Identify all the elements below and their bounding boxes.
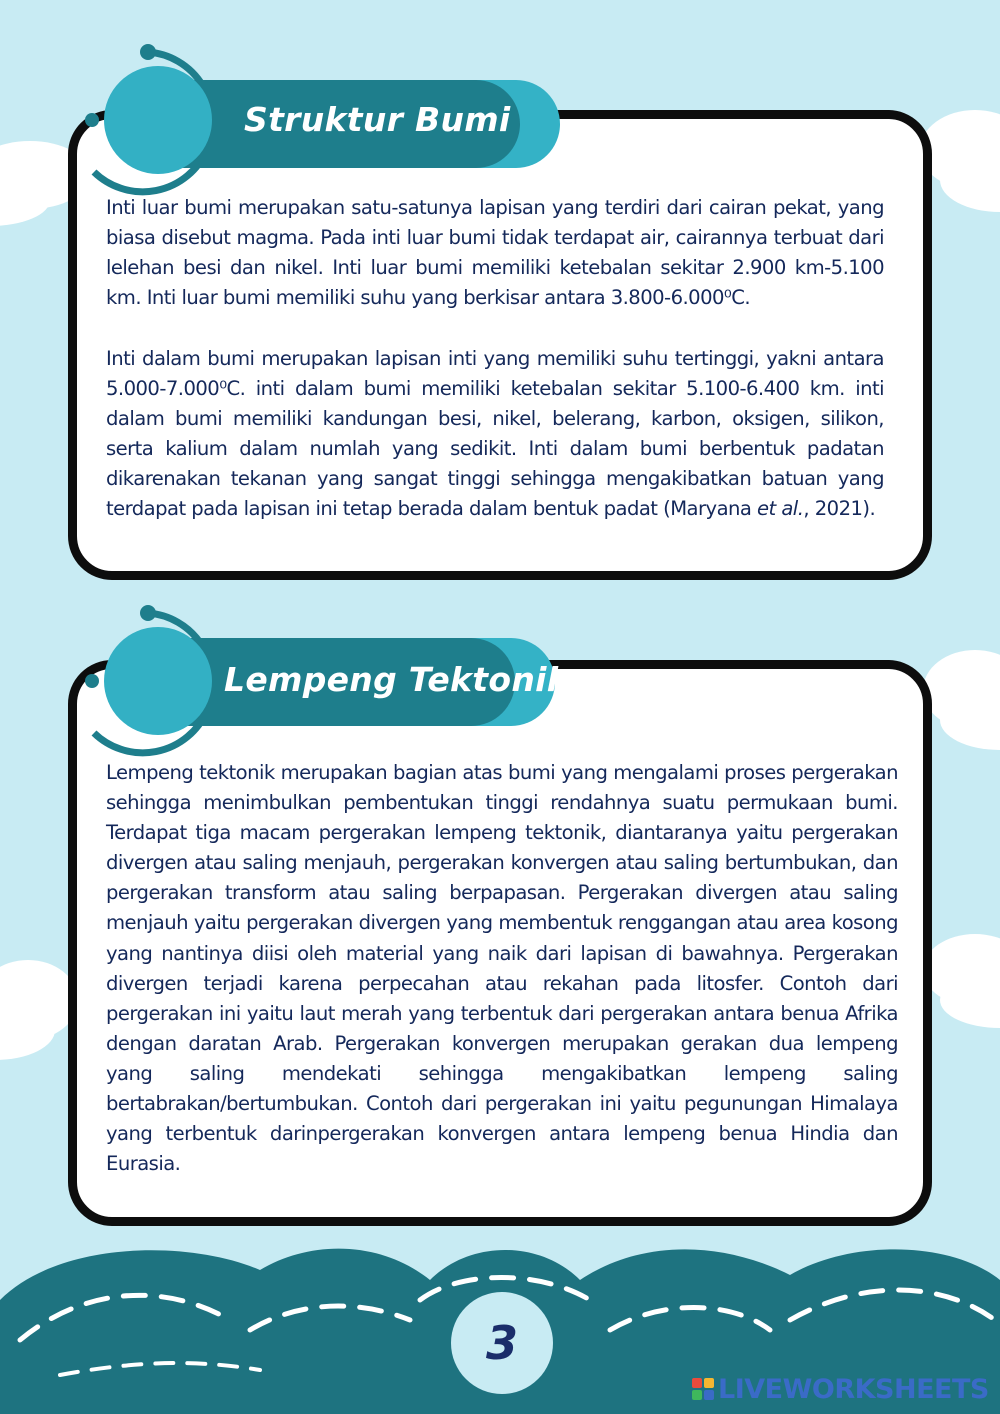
section-title: Struktur Bumi [244,100,511,139]
cloud-right-mid [923,650,1000,750]
paragraph-inti-luar: Inti luar bumi merupakan satu-satunya lapisan yang terdiri dari cairan pekat, yang biasa disebut magma. Pada inti luar bumi tidak terdapat air, cairannya terbuat dari lelehan besi dan nikel. Inti luar bumi memiliki ketebalan sekitar 2.900 km-5.100 km. Inti luar bumi memiliki suhu yang berkisar antara 3.800-6.000⁰C. [106,196,884,310]
title-circle-1 [104,66,212,174]
citation-italic: et al. [757,497,804,521]
section-title: Lempeng Tektonik [224,660,569,699]
logo-grid-icon [692,1378,714,1400]
paragraph-inti-dalam-text: Inti dalam bumi merupakan lapisan inti yang memiliki suhu tertinggi, yakni antara 5.000-7.000⁰C. inti dalam bumi memiliki ketebalan sekitar 5.100-6.400 km. inti dalam bumi memiliki kandungan besi, nikel, belerang, karbon, oksigen, silikon, serta kalium dalam numlah yang sedikit. Inti dalam bumi berbentuk padatan dikarenakan tekanan yang sangat tinggi sehingga mengakibatkan batuan yang terdapat pada lapisan ini tetap berada dalam bentuk padat (Maryana [106,347,884,521]
liveworksheets-logo [692,1374,989,1404]
paragraph-lempeng-tektonik: Lempeng tektonik merupakan bagian atas bumi yang mengalami proses pergerakan sehingga menimbulkan pembentukan tinggi rendahnya suatu permukaan bumi. Terdapat tiga macam pergerakan lempeng tektonik, diantaranya yaitu pergerakan divergen atau saling menjauh, pergerakan konvergen atau saling bertumbukan, dan pergerakan transform atau saling berpapasan. Pergerakan divergen atau saling menjauh yaitu pergerakan divergen yang membentuk renggangan atau area kosong yang nantinya diisi oleh material yang naik dari lapisan di bawahnya. Pergerakan divergen terjadi karena perpecahan atau rekahan pada litosfer. Contoh dari pergerakan ini yaitu laut merah yang terbentuk dari pergerakan antara benua Afrika dengan daratan Arab. Pergerakan konvergen merupakan gerakan dua lempeng yang saling mendekati sehingga mengakibatkan lempeng saling bertabrakan/bertumbukan. Contoh dari pergerakan ini yaitu pegunungan Himalaya yang terbentuk darinpergerakan konvergen antara lempeng benua Hindia dan Eurasia. [106,761,898,1176]
cloud-right-top [920,110,1000,212]
citation-tail: , 2021). [803,497,876,521]
title-circle-2 [104,627,212,735]
brand-text: LIVEWORKSHEETS [718,1373,989,1405]
cloud-right-bottom [923,934,1000,1028]
cloud-left-bottom [0,960,78,1060]
paragraph-inti-dalam [106,344,884,525]
page-number: 3 [451,1292,553,1394]
